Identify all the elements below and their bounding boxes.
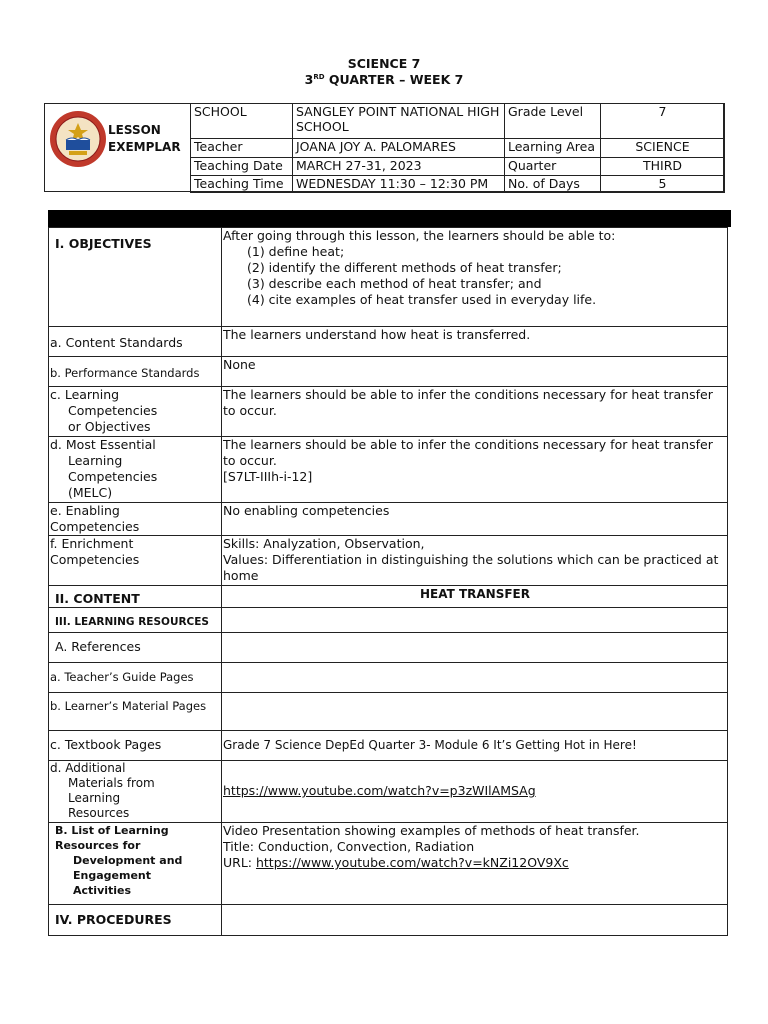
learning-resources-value xyxy=(222,608,728,633)
row-performance-standards xyxy=(49,357,728,387)
melc-label xyxy=(49,437,222,503)
row-objectives xyxy=(49,228,728,327)
additional-label-line4: Resources xyxy=(68,806,130,820)
melc-label-line2: Learning xyxy=(68,453,123,468)
learning-resources-label: III. LEARNING RESOURCES xyxy=(49,608,222,633)
procedures-label: IV. PROCEDURES xyxy=(49,905,222,936)
teachers-guide-value xyxy=(222,663,728,693)
objective-item: (2) identify the different methods of heat transfer; xyxy=(247,260,562,275)
row-list-resources xyxy=(49,823,728,905)
melc-code: [S7LT-IIIh-i-12] xyxy=(223,469,313,484)
list-label-line5: Activities xyxy=(73,884,132,897)
performance-standards-label: b. Performance Standards xyxy=(49,357,222,387)
row-melc xyxy=(49,437,728,503)
row-content xyxy=(49,586,728,608)
learners-material-value xyxy=(222,693,728,731)
lesson-plan-table xyxy=(48,227,728,936)
row-procedures xyxy=(49,905,728,936)
objectives-intro: After going through this lesson, the learners should be able to: xyxy=(223,228,616,243)
header-row-date xyxy=(191,158,725,176)
objective-item: (1) define heat; xyxy=(247,244,345,259)
references-label: A. References xyxy=(49,633,222,663)
row-additional xyxy=(49,761,728,823)
list-label-line1: B. List of Learning xyxy=(55,824,169,837)
list-resources-line2: Title: Conduction, Convection, Radiation xyxy=(223,839,475,854)
doc-subtitle xyxy=(0,72,768,87)
additional-label-line2: Materials from xyxy=(68,776,155,790)
url-prefix: URL: xyxy=(223,855,256,870)
objective-item: (3) describe each method of heat transfer; and xyxy=(247,276,542,291)
enrichment-values: Values: Differentiation in distinguishing the solutions which can be practiced at home xyxy=(223,552,719,583)
lc-label-line1: c. Learning xyxy=(50,387,120,402)
list-resources-url-line xyxy=(223,855,727,871)
procedures-value xyxy=(222,905,728,936)
list-label-line4: Engagement xyxy=(73,869,151,882)
content-label: II. CONTENT xyxy=(49,586,222,608)
melc-label-line4: (MELC) xyxy=(68,485,113,500)
enabling-value: No enabling competencies xyxy=(222,503,728,536)
video-url-link[interactable]: https://www.youtube.com/watch?v=kNZi12OV9Xc xyxy=(255,855,569,870)
quarter-value: THIRD xyxy=(601,158,725,176)
additional-label xyxy=(49,761,222,823)
header-row-school xyxy=(191,104,725,139)
row-textbook xyxy=(49,731,728,761)
quarter-key: Quarter xyxy=(505,158,601,176)
enrichment-skills: Skills: Analyzation, Observation, xyxy=(223,536,425,551)
enabling-label-line2: Competencies xyxy=(50,519,140,534)
teaching-date-value: MARCH 27-31, 2023 xyxy=(293,158,505,176)
learners-material-label: b. Learner’s Material Pages xyxy=(49,693,222,731)
enrichment-label-line2: Competencies xyxy=(50,552,140,567)
objective-item: (4) cite examples of heat transfer used in everyday life. xyxy=(247,292,597,307)
melc-label-line3: Competencies xyxy=(68,469,158,484)
row-content-standards xyxy=(49,327,728,357)
textbook-label: c. Textbook Pages xyxy=(49,731,222,761)
enrichment-label-line1: f. Enrichment xyxy=(50,536,134,551)
days-value: 5 xyxy=(601,176,725,193)
grade-level-key: Grade Level xyxy=(505,104,601,139)
references-value xyxy=(222,633,728,663)
list-label-line2: Resources for xyxy=(55,839,141,852)
enabling-label xyxy=(49,503,222,536)
enrichment-content xyxy=(222,536,728,586)
days-key: No. of Days xyxy=(505,176,601,193)
list-label-line3: Development and xyxy=(73,854,183,867)
objectives-label: I. OBJECTIVES xyxy=(49,228,222,327)
quarter-ordinal-suffix: RD xyxy=(313,72,325,81)
row-learning-competencies xyxy=(49,387,728,437)
objectives-content xyxy=(222,228,728,327)
header-row-time xyxy=(191,176,725,193)
quarter-week: QUARTER – WEEK 7 xyxy=(324,72,464,87)
textbook-value: Grade 7 Science DepEd Quarter 3- Module 6 It’s Getting Hot in Here! xyxy=(222,731,728,761)
content-standards-value: The learners understand how heat is transferred. xyxy=(222,327,728,357)
teaching-time-key: Teaching Time xyxy=(191,176,293,193)
additional-youtube-link[interactable]: https://www.youtube.com/watch?v=p3zWIlAMSAg xyxy=(223,783,536,798)
header-info-table xyxy=(190,103,725,193)
school-key: SCHOOL xyxy=(191,104,293,139)
learning-competencies-label xyxy=(49,387,222,437)
quarter-number: 3 xyxy=(304,72,314,87)
table-header-bar xyxy=(48,210,731,227)
row-enrichment xyxy=(49,536,728,586)
row-learners-material xyxy=(49,693,728,731)
teacher-value: JOANA JOY A. PALOMARES xyxy=(293,139,505,158)
lesson-exemplar-label xyxy=(108,122,181,156)
lesson-label-line1: LESSON xyxy=(108,123,161,137)
row-learning-resources xyxy=(49,608,728,633)
enrichment-label xyxy=(49,536,222,586)
header-row-teacher xyxy=(191,139,725,158)
teachers-guide-label: a. Teacher’s Guide Pages xyxy=(49,663,222,693)
list-resources-label xyxy=(49,823,222,905)
additional-label-line3: Learning xyxy=(68,791,121,805)
additional-label-line1: d. Additional xyxy=(50,761,126,775)
learning-area-key: Learning Area xyxy=(505,139,601,158)
content-standards-label: a. Content Standards xyxy=(49,327,222,357)
additional-content xyxy=(222,761,728,823)
list-resources-content xyxy=(222,823,728,905)
row-teachers-guide xyxy=(49,663,728,693)
teacher-key: Teacher xyxy=(191,139,293,158)
objectives-list xyxy=(223,244,727,308)
lesson-label-line2: EXEMPLAR xyxy=(108,140,181,154)
deped-seal-logo xyxy=(49,110,107,168)
list-resources-line1: Video Presentation showing examples of methods of heat transfer. xyxy=(223,823,640,838)
enabling-label-line1: e. Enabling xyxy=(50,503,120,518)
grade-level-value: 7 xyxy=(601,104,725,139)
row-references xyxy=(49,633,728,663)
melc-content xyxy=(222,437,728,503)
melc-label-line1: d. Most Essential xyxy=(50,437,156,452)
learning-competencies-value: The learners should be able to infer the conditions necessary for heat transfer to occur. xyxy=(222,387,728,437)
school-value: SANGLEY POINT NATIONAL HIGH SCHOOL xyxy=(293,104,505,139)
lc-label-line2: Competencies xyxy=(68,403,158,418)
doc-title: SCIENCE 7 xyxy=(347,56,421,71)
content-value: HEAT TRANSFER xyxy=(222,586,728,608)
row-enabling xyxy=(49,503,728,536)
performance-standards-value: None xyxy=(222,357,728,387)
teaching-date-key: Teaching Date xyxy=(191,158,293,176)
melc-value: The learners should be able to infer the conditions necessary for heat transfer to occur. xyxy=(223,437,713,468)
learning-area-value: SCIENCE xyxy=(601,139,725,158)
lc-label-line3: or Objectives xyxy=(68,419,151,434)
teaching-time-value: WEDNESDAY 11:30 – 12:30 PM xyxy=(293,176,505,193)
